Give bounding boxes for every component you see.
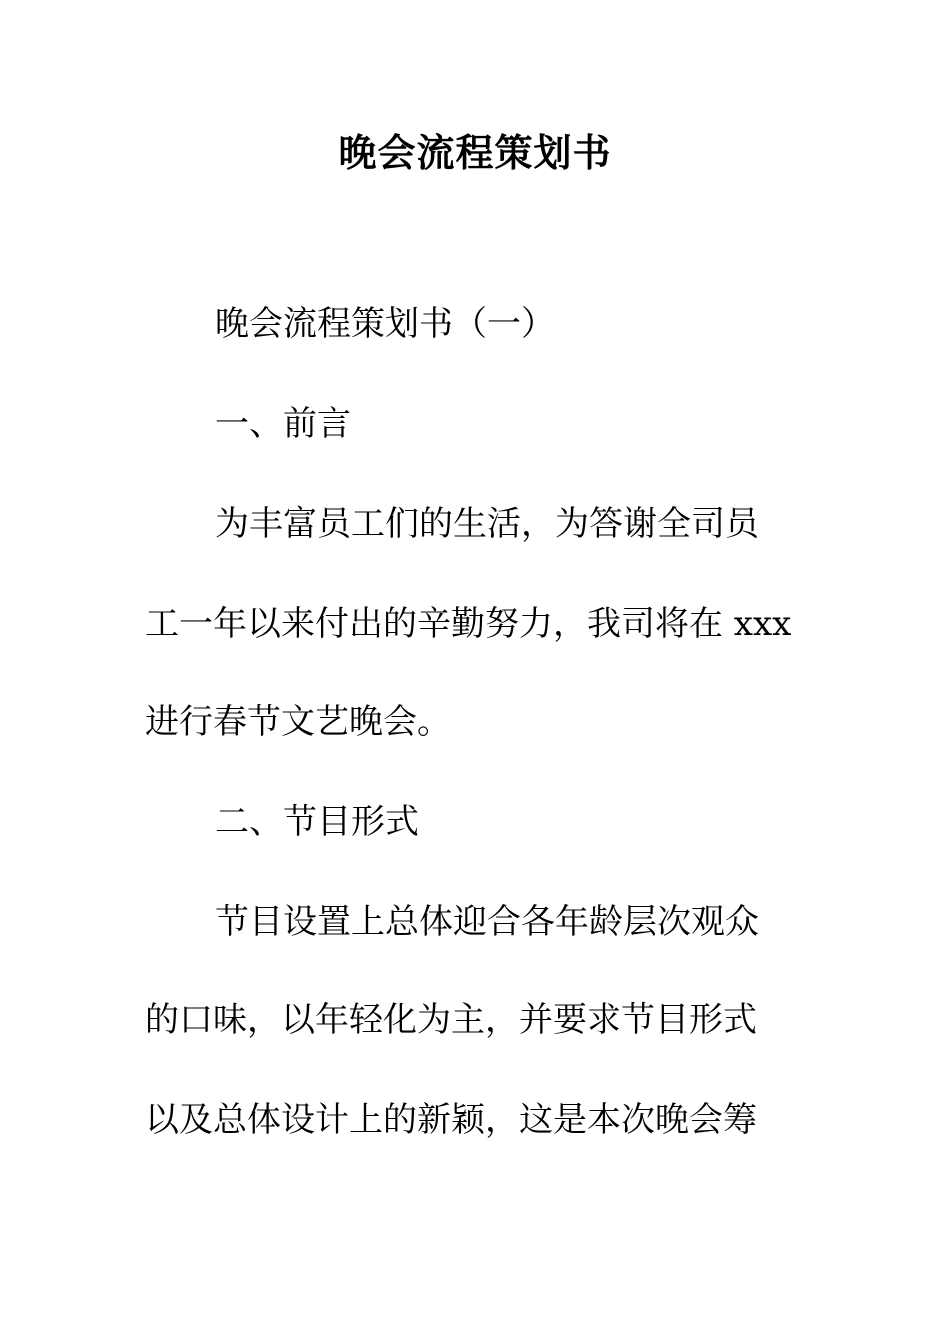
paragraph-line: 节目设置上总体迎合各年龄层次观众 (215, 902, 759, 942)
paragraph-line: 为丰富员工们的生活，为答谢全司员 (215, 504, 759, 544)
paragraph-line: 以及总体设计上的新颖，这是本次晚会筹 (145, 1100, 757, 1140)
paragraph-line: 工一年以来付出的辛勤努力，我司将在 xxx (145, 604, 792, 644)
subtitle-line: 晚会流程策划书（一） (215, 304, 555, 344)
document-title: 晚会流程策划书 (338, 130, 612, 175)
paragraph-line: 进行春节文艺晚会。 (145, 702, 451, 742)
section-heading-preface: 一、前言 (215, 404, 351, 444)
paragraph-line: 的口味，以年轻化为主，并要求节目形式 (145, 1000, 757, 1040)
section-heading-program-format: 二、节目形式 (215, 802, 419, 842)
